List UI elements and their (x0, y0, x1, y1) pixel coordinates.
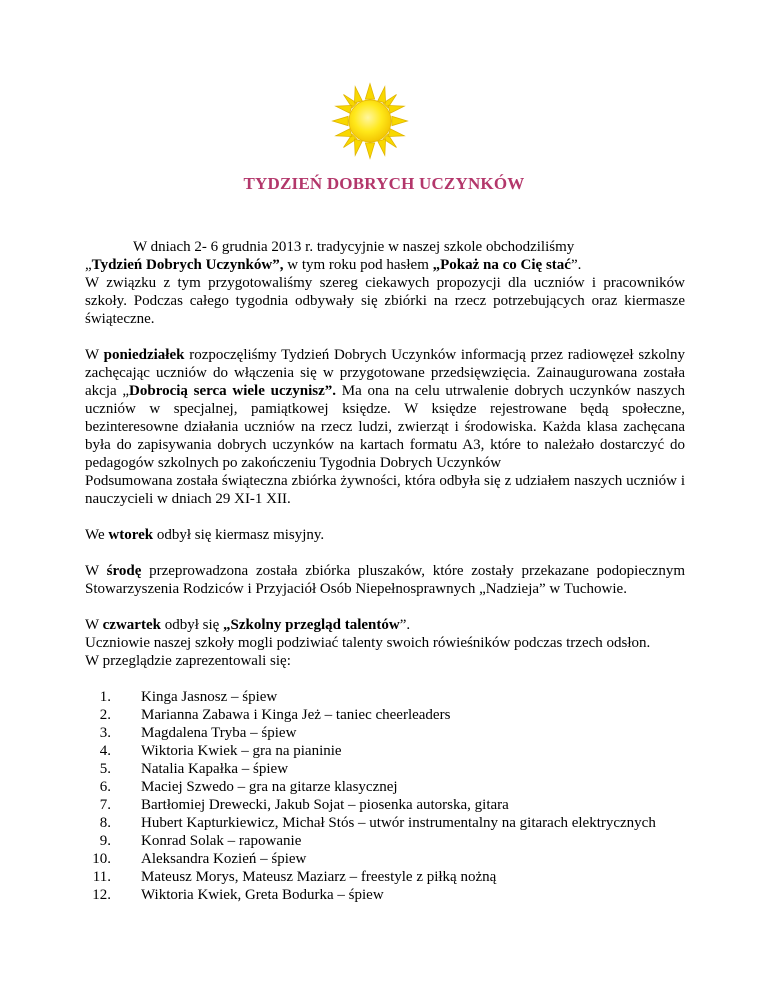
list-item: 6. Maciej Szwedo – gra na gitarze klasycznej (99, 779, 398, 795)
list-item: 1. Kinga Jasnosz – śpiew (99, 689, 278, 705)
tuesday-paragraph: We wtorek odbył się kiermasz misyjny. (85, 527, 325, 543)
list-item: 10. Aleksandra Kozień – śpiew (92, 851, 307, 867)
list-item: 3. Magdalena Tryba – śpiew (99, 725, 297, 741)
list-item: 12. Wiktoria Kwiek, Greta Bodurka – śpiew (92, 887, 384, 903)
list-item: 7. Bartłomiej Drewecki, Jakub Sojat – piosenka autorska, gitara (99, 797, 509, 813)
list-item: 11. Mateusz Morys, Mateusz Maziarz – freestyle z piłką nożną (92, 869, 497, 885)
day-thursday: czwartek (102, 617, 161, 633)
list-item: 9. Konrad Solak – rapowanie (99, 833, 302, 849)
talent-show-name: „Szkolny przegląd talentów (223, 617, 400, 633)
action-name: Dobrocią serca wiele uczynisz”. (129, 383, 337, 399)
talents-list (85, 688, 685, 904)
list-item: 8. Hubert Kapturkiewicz, Michał Stós – utwór instrumentalny na gitarach elektrycznych (99, 815, 656, 831)
sun-icon (330, 82, 410, 160)
list-item: 4. Wiktoria Kwiek – gra na pianinie (99, 743, 342, 759)
intro-paragraph-2: W związku z tym przygotowaliśmy szereg ciekawych propozycji dla uczniów i pracowników szkoły. Podczas całego tygodnia odbywały się zbiórki na rzecz potrzebujących oraz kiermasze świąteczne. (85, 275, 685, 327)
list-item: 2. Marianna Zabawa i Kinga Jeż – taniec cheerleaders (99, 707, 451, 723)
event-name: Tydzień Dobrych Uczynków”, (91, 257, 284, 273)
day-monday: poniedziałek (103, 347, 185, 363)
list-item: 5. Natalia Kapałka – śpiew (99, 761, 289, 777)
day-tuesday: wtorek (108, 527, 154, 543)
intro-paragraph: „Tydzień Dobrych Uczynków”, w tym roku pod hasłem „Pokaż na co Cię stać”. (85, 257, 582, 273)
wednesday-paragraph: W środę przeprowadzona została zbiórka pluszaków, które zostały przekazane podopiecznym Stowarzyszenia Rodziców i Przyjaciół Osób Niepełnosprawnych „Nadzieja” w Tuchowie. (85, 563, 685, 597)
intro-line-1: W dniach 2- 6 grudnia 2013 r. tradycyjnie w naszej szkole obchodziliśmy (133, 239, 575, 255)
monday-paragraph: W poniedziałek rozpoczęliśmy Tydzień Dobrych Uczynków informacją przez radiowęzeł szkolny zachęcając uczniów do włączenia się w przygotowane przedsięwzięcia. Zainaugurowana została akcja „Dobrocią serca wiele uczynisz”. Ma ona na celu utrwalenie dobrych uczynków naszych uczniów w specjalnej, pamiątkowej księdze. W księdze rejestrowane będą społeczne, bezinteresowne działania uczniów na rzecz ludzi, zwierząt i środowiska. Każda klasa zachęcana była do zapisywania dobrych uczynków na kartach formatu A3, które to należało dostarczyć do pedagogów szkolnych po zakończeniu Tygodnia Dobrych Uczynków (85, 347, 685, 471)
thursday-paragraph-2: Uczniowie naszej szkoły mogli podziwiać talenty swoich rówieśników podczas trzech odsłon. (85, 635, 651, 651)
motto: „Pokaż na co Cię stać (432, 257, 571, 273)
monday-paragraph-2: Podsumowana została świąteczna zbiórka żywności, która odbyła się z udziałem naszych uczniów i nauczycieli w dniach 29 XI-1 XII. (85, 473, 685, 507)
day-wednesday: środę (106, 563, 142, 579)
thursday-paragraph-3: W przeglądzie zaprezentowali się: (85, 653, 291, 669)
thursday-paragraph: W czwartek odbył się „Szkolny przegląd talentów”. (85, 617, 411, 633)
document-body (85, 238, 685, 904)
page-title: TYDZIEŃ DOBRYCH UCZYNKÓW (243, 174, 525, 193)
